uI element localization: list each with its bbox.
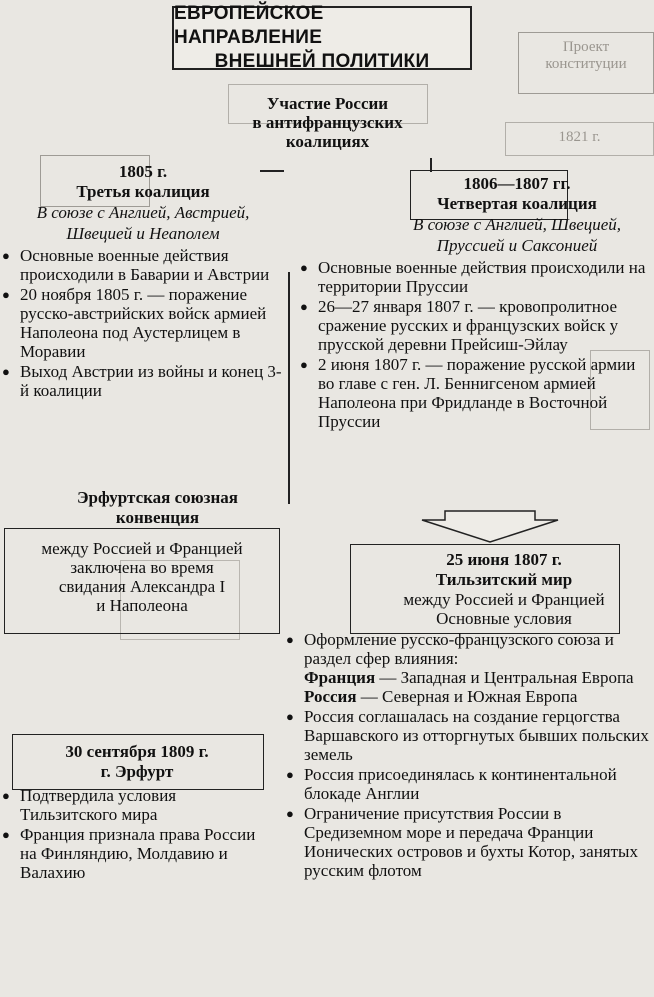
third-coalition-item: ● Основные военные действия происходили в Баварии и Австрии [2, 246, 284, 284]
ghost-constitution: конституции [545, 56, 627, 72]
third-coalition-allies-2: Швецией и Неаполем [66, 224, 220, 243]
title-line1: ЕВРОПЕЙСКОЕ НАПРАВЛЕНИЕ [174, 3, 324, 48]
fourth-coalition-allies-1: В союзе с Англией, Швецией, [412, 215, 622, 234]
center-heading [230, 94, 425, 151]
tilsit-parties: между Россией и Францией [403, 590, 605, 609]
erfurt-date-line2: г. Эрфурт [100, 762, 174, 781]
ghost-year-1821: 1821 г. [558, 129, 601, 145]
fourth-coalition-year: 1806—1807 гг. [463, 174, 571, 193]
erfurt-date-item: ● Подтвердила условия Тильзитского мира [2, 786, 272, 824]
third-coalition-item: ● Выход Австрии из войны и конец 3-й коалиции [2, 362, 284, 400]
fourth-coalition-allies-2: Пруссией и Саксонией [436, 236, 598, 255]
tilsit-item: ● Россия присоединялась к континентальной блокаде Англии [286, 765, 652, 803]
tilsit-item: ● Ограничение присутствия России в Средиземном море и передача Франции Ионических островов и бухты Котор, занятых русским флотом [286, 804, 652, 880]
erfurt-convention-text-3: свидания Александра I [58, 577, 226, 596]
tilsit-france-text: — Западная и Центральная Европа [375, 668, 634, 687]
tilsit-russia-label: Россия [304, 687, 357, 706]
fourth-coalition [300, 174, 654, 432]
tilsit-date: 25 июня 1807 г. [446, 550, 562, 569]
third-coalition-allies-1: В союзе с Англией, Австрией, [36, 203, 250, 222]
tilsit-item-alliance [286, 630, 652, 706]
fourth-coalition-item: ● 26—27 января 1807 г. — кровопролитное сражение русских и французских войск у прусской деревни Прейсиш-Эйлау [300, 297, 654, 354]
fourth-coalition-item: ● Основные военные действия происходили на территории Пруссии [300, 258, 654, 296]
erfurt-convention-heading-1: Эрфуртская союзная [76, 488, 238, 507]
tilsit-item-1: Оформление русско-французского союза и раздел сфер влияния: [304, 630, 614, 668]
title-line2: ВНЕШНЕЙ ПОЛИТИКИ [214, 51, 430, 72]
tilsit-peace [286, 550, 652, 881]
erfurt-convention-text-1: между Россией и Францией [41, 539, 243, 558]
tilsit-france-label: Франция [304, 668, 376, 687]
tilsit-name: Тильзитский мир [435, 570, 573, 589]
ghost-box-1821 [505, 122, 654, 156]
divider-vertical [288, 272, 290, 504]
center-heading-line3: коалициях [285, 132, 370, 151]
fourth-coalition-name: Четвертая коалиция [437, 194, 597, 213]
arrow-down-icon [410, 510, 570, 544]
third-coalition-item: ● 20 ноября 1805 г. — поражение русско-австрийских войск армией Наполеона под Аустерлицем в Моравии [2, 285, 284, 361]
ghost-project: Проект [562, 39, 610, 55]
erfurt-date [2, 742, 272, 883]
third-coalition-year: 1805 г. [118, 162, 168, 181]
ghost-box-project [518, 32, 654, 94]
center-heading-line2: в антифранцузских [252, 113, 403, 132]
tilsit-conditions: Основные условия [436, 609, 572, 628]
erfurt-convention-heading-2: конвенция [115, 508, 200, 527]
erfurt-date-line1: 30 сентября 1809 г. [65, 742, 209, 761]
erfurt-convention-heading [30, 488, 285, 528]
title-box [172, 3, 472, 72]
third-coalition-name: Третья коалиция [76, 182, 210, 201]
tilsit-russia-text: — Северная и Южная Европа [356, 687, 578, 706]
third-coalition [2, 162, 284, 401]
tilsit-item: ● Россия соглашалась на создание герцогства Варшавского из отторгнутых бывших польских земель [286, 707, 652, 764]
erfurt-convention-box [4, 528, 280, 634]
erfurt-convention-text-2: заключена во время [70, 558, 214, 577]
erfurt-date-item: ● Франция признала права России на Финляндию, Молдавию и Валахию [2, 825, 272, 882]
center-heading-line1: Участие России [266, 94, 389, 113]
fourth-coalition-item: ● 2 июня 1807 г. — поражение русской армии во главе с ген. Л. Беннигсеном армией Наполеона при Фридланде в Восточной Пруссии [300, 355, 654, 431]
erfurt-convention-text-4: и Наполеона [96, 596, 188, 615]
